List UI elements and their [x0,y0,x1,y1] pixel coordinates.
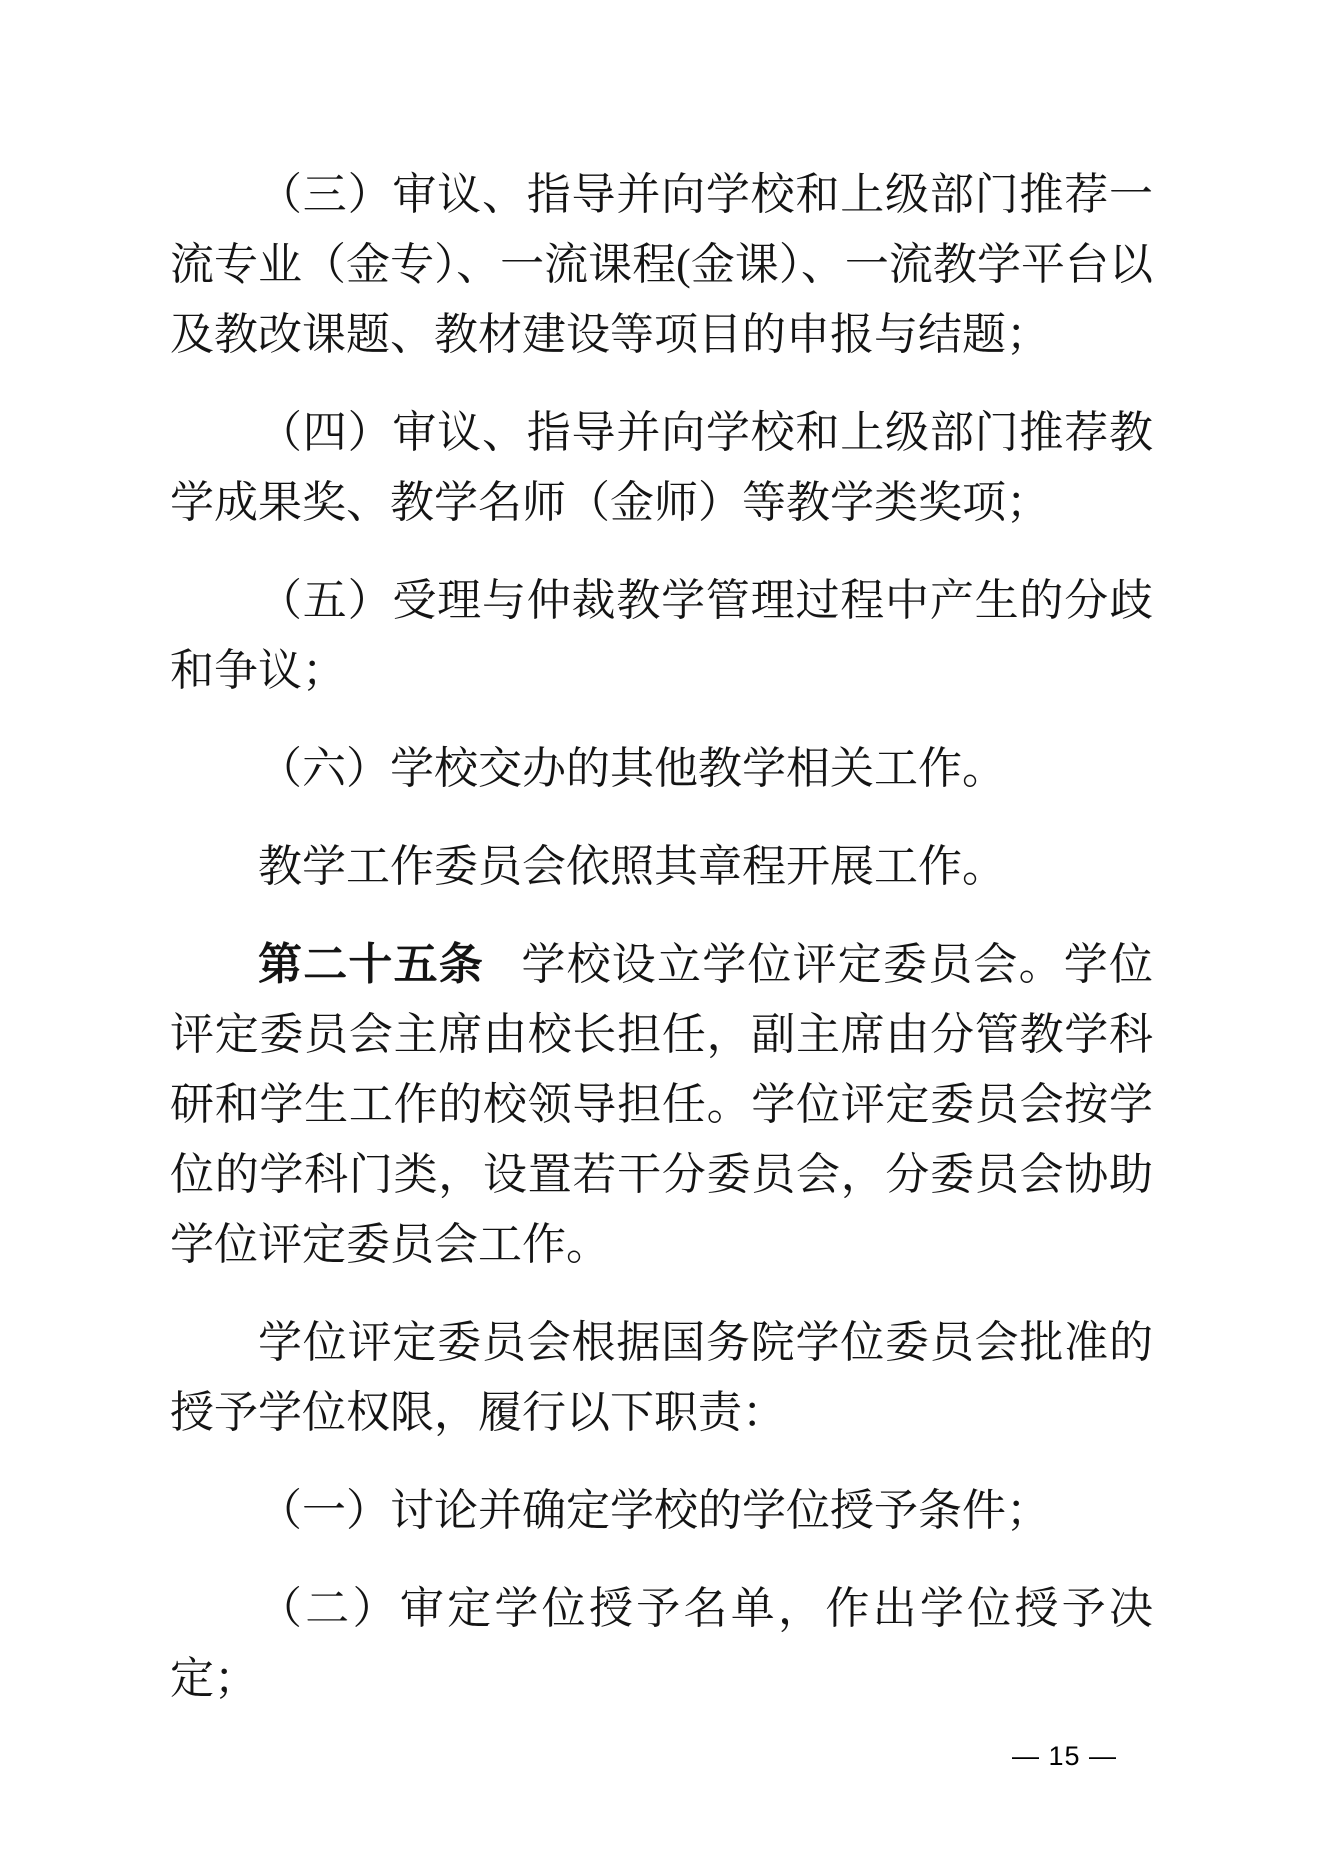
list-item-5: （五）受理与仲裁教学管理过程中产生的分歧和争议； [170,576,1153,695]
list-item-1: （一）讨论并确定学校的学位授予条件； [258,1486,1050,1535]
list-item-2: （二）审定学位授予名单，作出学位授予决定； [170,1584,1153,1703]
list-item-6: （六）学校交办的其他教学相关工作。 [258,744,1006,793]
page-number: — 15 — [1012,1741,1118,1771]
paragraph-article-25 [170,930,1153,1280]
list-item-3: （三）审议、指导并向学校和上级部门推荐一流专业（金专）、一流课程(金课）、一流教学平台以及教改课题、教材建设等项目的申报与结题； [170,170,1153,359]
paragraph-degree-committee-duties: 学位评定委员会根据国务院学位委员会批准的授予学位权限，履行以下职责： [170,1318,1153,1437]
list-item-4: （四）审议、指导并向学校和上级部门推荐教学成果奖、教学名师（金师）等教学类奖项； [170,408,1153,527]
article-25-label: 第二十五条 [258,940,485,989]
article-25-text: 学校设立学位评定委员会。学位评定委员会主席由校长担任，副主席由分管教学科研和学生工作的校领导担任。学位评定委员会按学位的学科门类，设置若干分委员会，分委员会协助学位评定委员会工作。 [170,940,1154,1269]
paragraph-committee-note: 教学工作委员会依照其章程开展工作。 [258,842,1006,891]
